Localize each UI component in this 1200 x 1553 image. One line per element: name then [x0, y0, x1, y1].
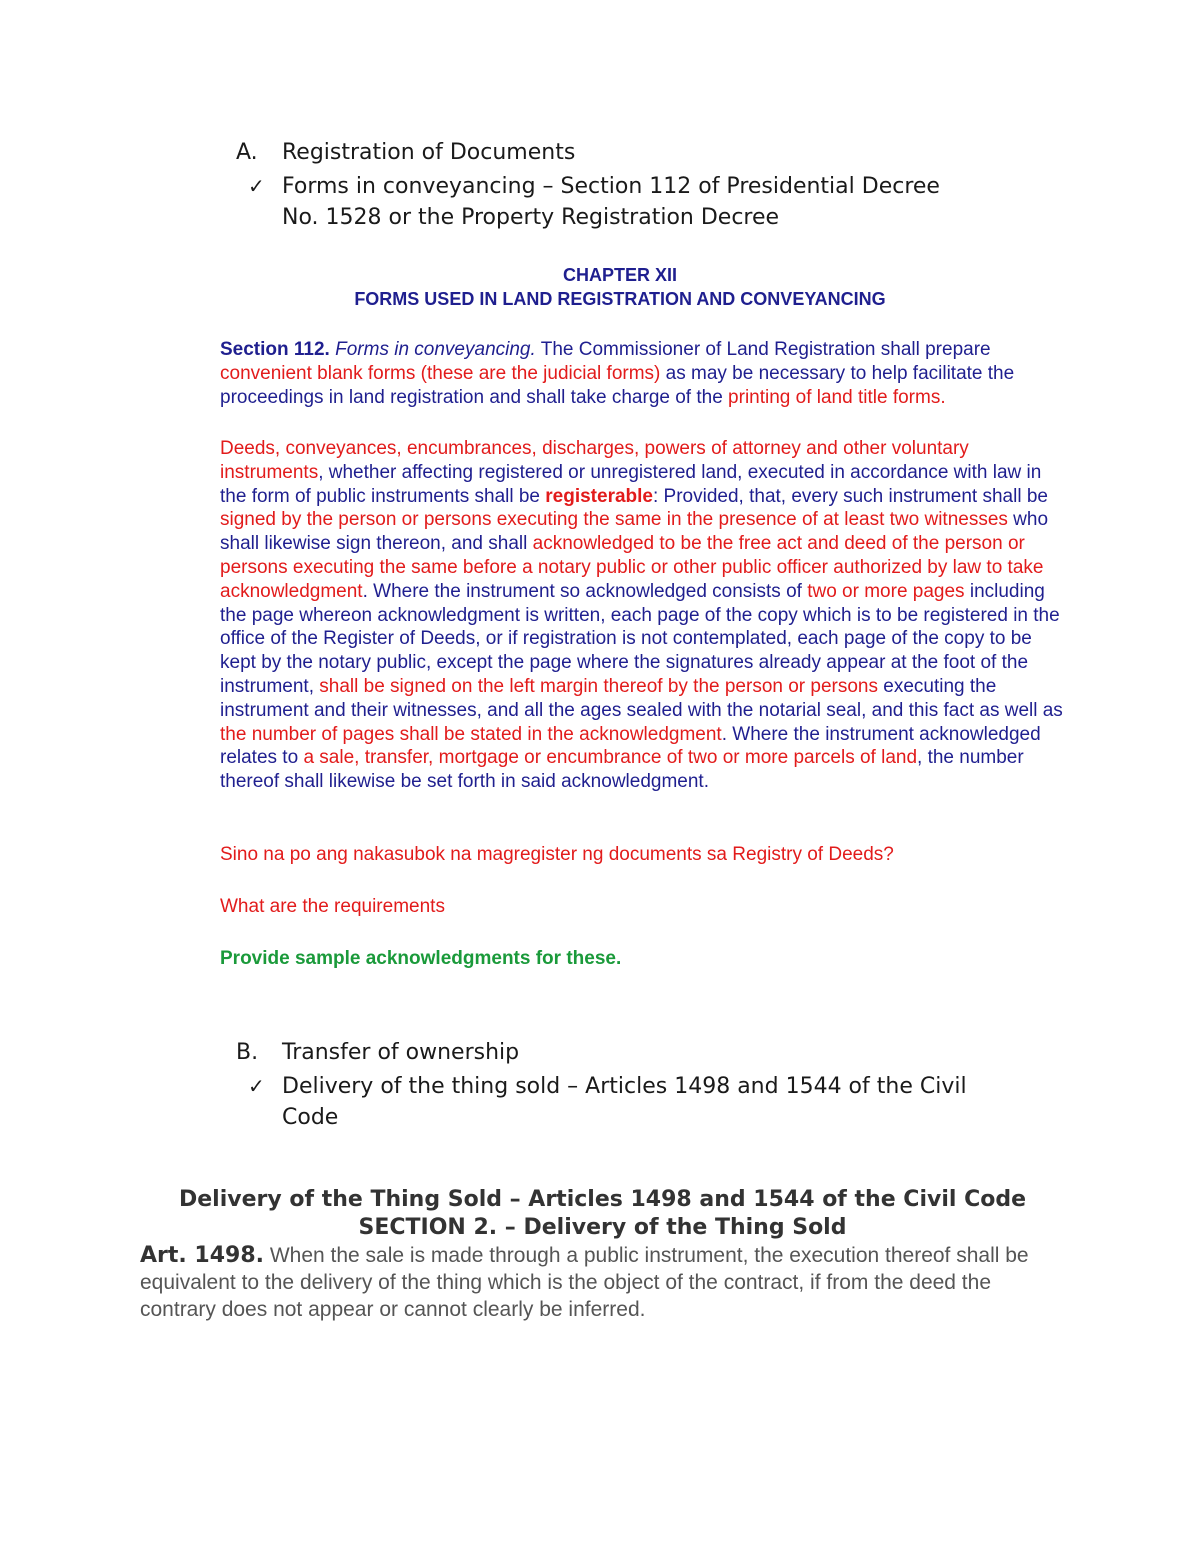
deeds-text-7: . Where the instrument acknowledged relates to [220, 723, 1041, 769]
section-112-label: Section 112. [220, 339, 330, 360]
article-heading-1: Delivery of the Thing Sold – Articles 1498 and 1544 of the Civil Code [178, 1187, 1026, 1212]
deeds-text-3: who shall likewise sign thereon, and shall [220, 509, 1049, 555]
section-112-text-2: as may be necessary to help facilitate the proceedings in land registration and shall take charge of the [220, 362, 1015, 408]
deeds-text-4: . Where the instrument so acknowledged consists of [362, 580, 808, 602]
section-112-paragraph [220, 338, 1070, 409]
deeds-paragraph [220, 437, 1070, 794]
outline-item-a [248, 171, 1042, 233]
outline-marker-b: B. [236, 1040, 259, 1065]
deeds-highlight-4: two or more pages [807, 580, 965, 602]
deeds-text-2: : Provided, that, every such instrument shall be [653, 485, 1048, 507]
article-heading-2: SECTION 2. – Delivery of the Thing Sold [358, 1215, 847, 1240]
deeds-registerable: registerable [545, 485, 653, 507]
outline-item-b-line2: Code [282, 1105, 339, 1130]
checkmark-icon: ✓ [248, 174, 265, 198]
section-112-italic: Forms in conveyancing. [335, 339, 536, 360]
deeds-highlight-1: Deeds, conveyances, encumbrances, discharges, powers of attorney and other voluntary instruments [220, 438, 969, 483]
outline-marker-a: A. [236, 140, 258, 165]
checkmark-icon: ✓ [248, 1074, 265, 1098]
chapter-subtitle: FORMS USED IN LAND REGISTRATION AND CONVEYANCING [354, 289, 886, 309]
note-question-2: What are the requirements [220, 896, 445, 917]
outline-item-b [248, 1071, 1042, 1133]
article-text: When the sale is made through a public instrument, the execution thereof shall be equivalent to the delivery of the thing which is the object of the contract, if from the deed the contrary does not appear or cannot clearly be inferred. [140, 1244, 1029, 1321]
section-112-highlight-1: convenient blank forms (these are the judicial forms) [220, 362, 661, 384]
note-task: Provide sample acknowledgments for these. [220, 948, 622, 969]
section-112-text-1: The Commissioner of Land Registration shall prepare [535, 339, 991, 360]
outline-title-a: Registration of Documents [282, 140, 576, 165]
note-question-1: Sino na po ang nakasubok na magregister ng documents sa Registry of Deeds? [220, 844, 894, 865]
deeds-text-6: executing the instrument and their witnesses, and all the ages sealed with the notarial seal, and this fact as well as [220, 675, 1063, 721]
outline-title-b: Transfer of ownership [282, 1040, 520, 1065]
outline-section-a [236, 140, 996, 233]
chapter-heading [220, 263, 1020, 311]
chapter-title: CHAPTER XII [562, 265, 677, 285]
deeds-highlight-6: the number of pages shall be stated in the acknowledgment [220, 723, 722, 745]
deeds-highlight-7: a sale, transfer, mortgage or encumbrance of two or more parcels of land [303, 747, 918, 769]
outline-item-a-line2: No. 1528 or the Property Registration Decree [282, 205, 780, 230]
deeds-highlight-3: acknowledged to be the free act and deed of the person or persons executing the same before a notary public or other public officer authorized by law to take acknowledgment [220, 533, 1044, 602]
section-112-highlight-2: printing of land title forms. [728, 386, 946, 408]
deeds-text-8: , the number thereof shall likewise be set forth in said acknowledgment. [220, 747, 1024, 793]
deeds-highlight-2: signed by the person or persons executing the same in the presence of at least two witnesses [220, 509, 1008, 531]
outline-item-a-line1: Forms in conveyancing – Section 112 of Presidential Decree [282, 174, 940, 199]
deeds-text-5: including the page whereon acknowledgment is written, each page of the copy which is to be registered in the office of the Register of Deeds, or if registration is not contemplated, each page of the copy to be kept by the notary public, except the page where the signatures already appear at the foot of the instrument, [220, 580, 1060, 697]
deeds-text-1: , whether affecting registered or unregistered land, executed in accordance with law in the form of public instruments shall be [220, 461, 1042, 507]
article-1498-paragraph [140, 1242, 1065, 1323]
outline-section-b [236, 1040, 996, 1133]
outline-item-b-line1: Delivery of the thing sold – Articles 1498 and 1544 of the Civil [282, 1074, 967, 1099]
article-number: Art. 1498. [140, 1243, 264, 1268]
deeds-highlight-5: shall be signed on the left margin thereof by the person or persons [319, 675, 878, 697]
